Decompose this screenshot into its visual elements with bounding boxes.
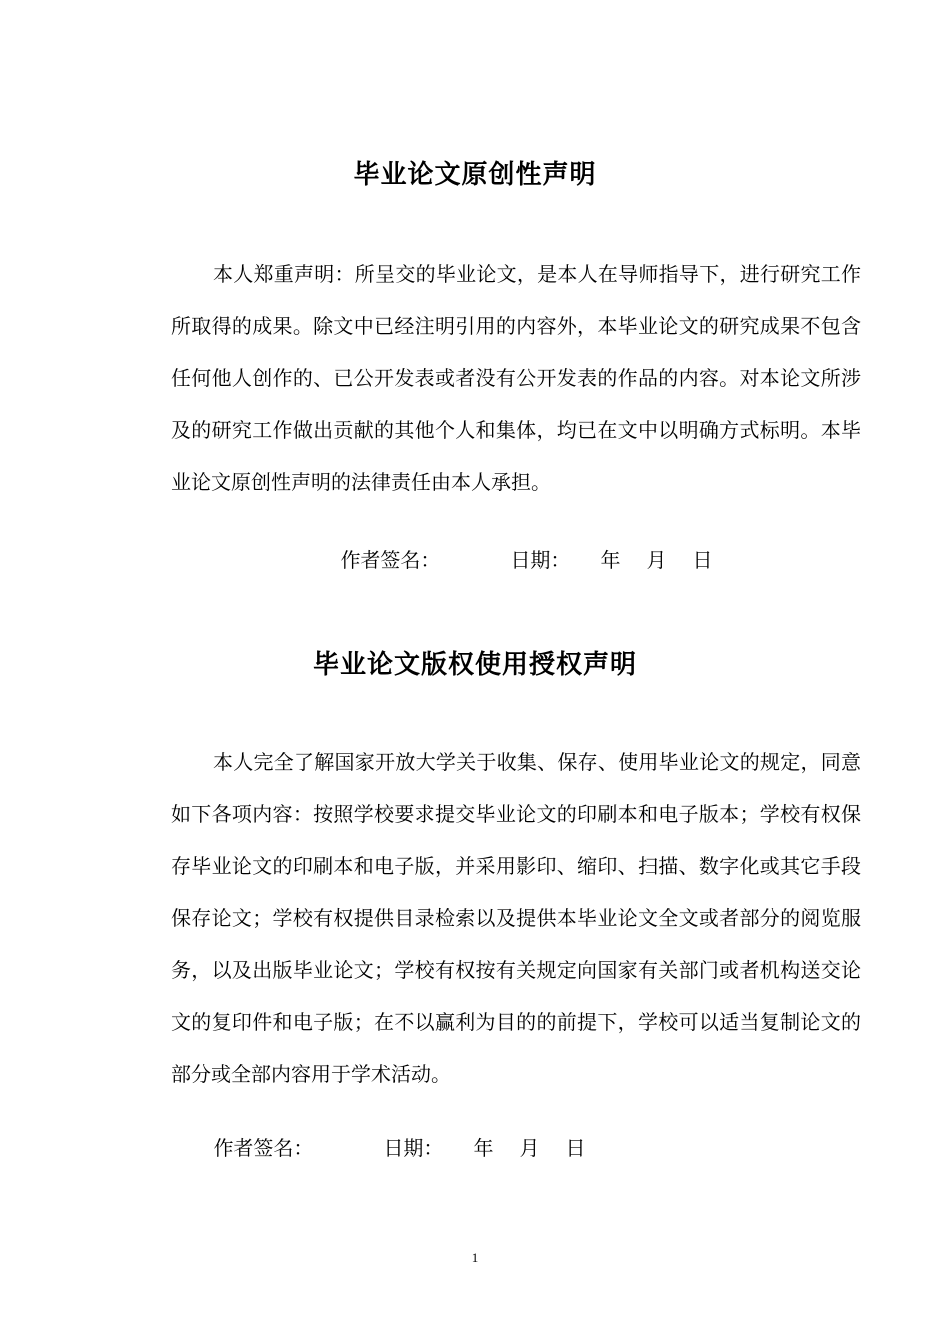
year-label: 年 — [600, 548, 621, 572]
copyright-signature-line — [188, 1103, 585, 1193]
originality-signature-line — [315, 515, 712, 605]
day-label: 日 — [565, 1136, 586, 1160]
copyright-statement: 本人完全了解国家开放大学关于收集、保存、使用毕业论文的规定，同意如下各项内容：按照学校要求提交毕业论文的印刷本和电子版本；学校有权保存毕业论文的印刷本和电子版，并采用影印、缩印、扫描、数字化或其它手段保存论文；学校有权提供目录检索以及提供本毕业论文全文或者部分的阅览服务，以及出版毕业论文；学校有权按有关规定向国家有关部门或者机构送交论文的复印件和电子版；在不以赢利为目的的前提下，学校可以适当复制论文的部分或全部内容用于学术活动。 — [171, 750, 861, 1086]
originality-title: 毕业论文原创性声明 — [353, 160, 597, 190]
author-signature-label: 作者签名： — [340, 548, 441, 572]
date-label: 日期： — [383, 1136, 444, 1160]
date-label: 日期： — [510, 548, 571, 572]
copyright-title: 毕业论文版权使用授权声明 — [312, 650, 637, 680]
month-label: 月 — [646, 548, 667, 572]
month-label: 月 — [519, 1136, 540, 1160]
originality-statement: 本人郑重声明：所呈交的毕业论文，是本人在导师指导下，进行研究工作所取得的成果。除文中已经注明引用的内容外，本毕业论文的研究成果不包含任何他人创作的、已公开发表或者没有公开发表的作品的内容。对本论文所涉及的研究工作做出贡献的其他个人和集体，均已在文中以明确方式标明。本毕业论文原创性声明的法律责任由本人承担。 — [171, 262, 861, 494]
author-signature-label: 作者签名： — [213, 1136, 314, 1160]
day-label: 日 — [692, 548, 713, 572]
page-number: 1 — [471, 1250, 479, 1265]
year-label: 年 — [473, 1136, 494, 1160]
